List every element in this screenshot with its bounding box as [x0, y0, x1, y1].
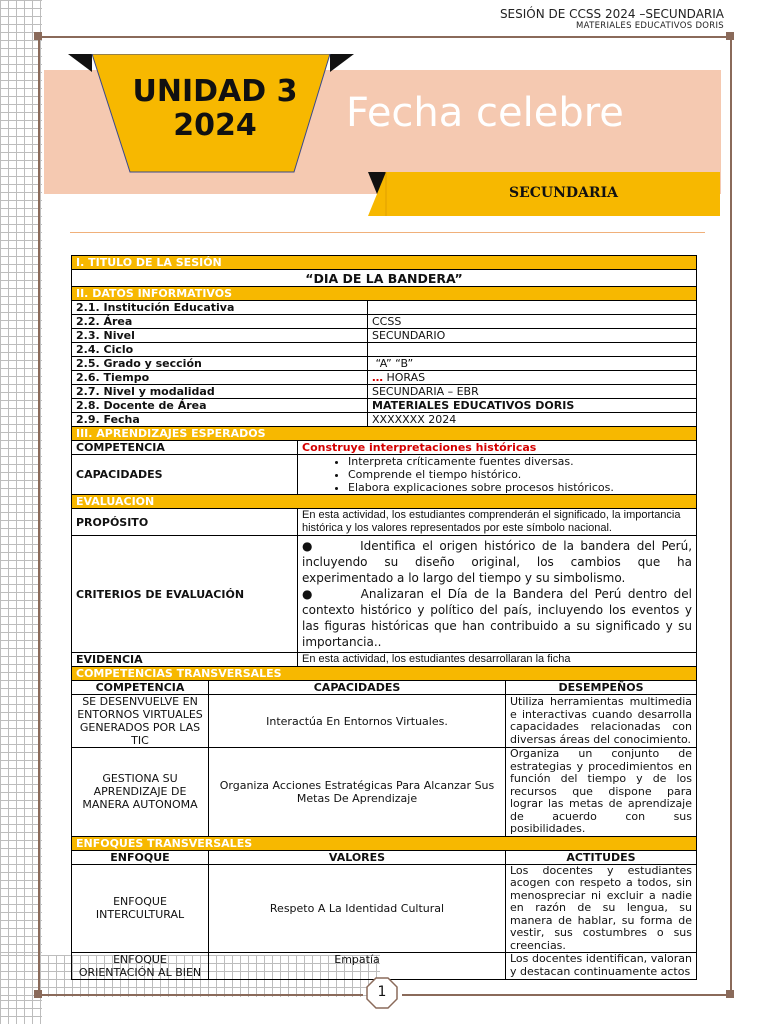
table-row [72, 695, 697, 748]
competencia-cell: GESTIONA SU APRENDIZAJE DE MANERA AUTONOMA [72, 748, 209, 837]
list-item: • Interpreta críticamente fuentes diversas. [348, 455, 692, 468]
datos-label: 2.6. Tiempo [72, 371, 368, 385]
grid-background-left [0, 0, 42, 1024]
document-header [500, 7, 724, 31]
criterios-text [298, 536, 697, 653]
criterio-text: Analizaran el Día de la Bandera del Perú dentro del contexto histórico y político del país, incluyendo los eventos y las figuras históricas que han contribuido a su significado y su importancia.. [302, 587, 693, 649]
time-placeholder: … [372, 371, 383, 384]
section-title-evaluacion: EVALUACION [72, 495, 697, 509]
time-unit: HORAS [383, 371, 426, 384]
column-header: COMPETENCIA [72, 681, 209, 695]
capacidades-label: CAPACIDADES [72, 455, 298, 495]
column-header: ACTITUDES [506, 850, 697, 864]
competencia-value: Construye interpretaciones históricas [298, 441, 697, 455]
datos-label: 2.8. Docente de Área [72, 399, 368, 413]
list-item: • Comprende el tiempo histórico. [348, 468, 692, 481]
datos-label: 2.7. Nivel y modalidad [72, 385, 368, 399]
datos-row [72, 315, 697, 329]
table-row [72, 864, 697, 953]
datos-label: 2.2. Área [72, 315, 368, 329]
section-title-datos: II. DATOS INFORMATIVOS [72, 287, 697, 301]
datos-value: CCSS [368, 315, 697, 329]
datos-row [72, 329, 697, 343]
evidencia-text: En esta actividad, los estudiantes desarrollaran la ficha [298, 653, 697, 667]
unidad-label [110, 75, 320, 143]
level-label: SECUNDARIA [509, 185, 618, 201]
evidencia-label: EVIDENCIA [72, 653, 298, 667]
unidad-line-2: 2024 [173, 108, 257, 143]
valor-cell: Empatía [209, 953, 506, 980]
desempeno-cell: Organiza un conjunto de estrategias y procedimientos en función del tiempo y de los recursos que dispone para lograr las metas de aprendizaje de acuerdo con sus posibilidades. [506, 748, 697, 837]
capacidades-list [298, 455, 697, 495]
datos-label: 2.4. Ciclo [72, 343, 368, 357]
datos-value: “A” “B” [368, 357, 697, 371]
section-title-aprendizajes: III. APRENDIZAJES ESPERADOS [72, 427, 697, 441]
competencia-cell: SE DESENVUELVE EN ENTORNOS VIRTUALES GENERADOS POR LAS TIC [72, 695, 209, 748]
datos-value: MATERIALES EDUCATIVOS DORIS [368, 399, 697, 413]
corner-square-br [726, 990, 734, 998]
header-line-2: MATERIALES EDUCATIVOS DORIS [575, 21, 724, 31]
banner-title: Fecha celebre [346, 90, 624, 136]
actitud-cell: Los docentes identifican, valoran y destacan continuamente actos [506, 953, 697, 980]
corner-square-tr [726, 32, 734, 40]
section-title-competencias: COMPETENCIAS TRANSVERSALES [72, 667, 697, 681]
unidad-line-1: UNIDAD 3 [132, 74, 298, 109]
enfoque-cell: ENFOQUE INTERCULTURAL [72, 864, 209, 953]
datos-row [72, 371, 697, 385]
datos-label: 2.5. Grado y sección [72, 357, 368, 371]
datos-row [72, 357, 697, 371]
criterio-item: ● Identifica el origen histórico de la bandera del Perú, incluyendo su diseño original, los cambios que ha experimentado a lo largo del tiempo y su simbolismo. [302, 539, 693, 585]
column-header: VALORES [209, 850, 506, 864]
datos-row [72, 385, 697, 399]
datos-label: 2.3. Nivel [72, 329, 368, 343]
datos-value [368, 343, 697, 357]
corner-square-tl [34, 32, 42, 40]
desempeno-cell: Utiliza herramientas multimedia e interactivas cuando desarrolla capacidades relacionadas con diversas áreas del conocimiento. [506, 695, 697, 748]
datos-value: XXXXXXX 2024 [368, 413, 697, 427]
page-number-badge [366, 977, 398, 1009]
page-number: 1 [377, 984, 387, 1000]
corner-square-bl [34, 990, 42, 998]
datos-row [72, 301, 697, 315]
datos-row [72, 343, 697, 357]
criterio-text: Identifica el origen histórico de la bandera del Perú, incluyendo su diseño original, los cambios que ha experimentado a lo largo del tiempo y su simbolismo. [302, 539, 693, 585]
capacidad-cell: Interactúa En Entornos Virtuales. [209, 695, 506, 748]
session-title: “DIA DE LA BANDERA” [72, 270, 697, 287]
datos-value: SECUNDARIA – EBR [368, 385, 697, 399]
session-table [71, 255, 697, 980]
criterios-label: CRITERIOS DE EVALUACIÓN [72, 536, 298, 653]
datos-value: SECUNDARIO [368, 329, 697, 343]
datos-label: 2.1. Institución Educativa [72, 301, 368, 315]
section-title-session: I. TITULO DE LA SESIÓN [72, 256, 697, 270]
column-header: ENFOQUE [72, 850, 209, 864]
frame-line-bottom-right [402, 994, 732, 996]
table-row [72, 953, 697, 980]
criterio-item: ● Analizaran el Día de la Bandera del Perú dentro del contexto histórico y político del país, incluyendo los eventos y las figuras históricas que han contribuido a su significado y su importancia.. [302, 587, 693, 649]
valor-cell: Respeto A La Identidad Cultural [209, 864, 506, 953]
competencia-label: COMPETENCIA [72, 441, 298, 455]
frame-line-left [38, 36, 40, 996]
datos-value [368, 371, 697, 385]
list-item: • Elabora explicaciones sobre procesos históricos. [348, 481, 692, 494]
datos-row [72, 399, 697, 413]
header-line-1: SESIÓN DE CCSS 2024 –SECUNDARIA [499, 7, 724, 21]
datos-value [368, 301, 697, 315]
frame-line-top [38, 36, 734, 38]
actitud-cell: Los docentes y estudiantes acogen con respeto a todos, sin menospreciar ni excluir a nadie en razón de su lengua, su manera de hablar, su forma de vestir, sus costumbres o sus creencias. [506, 864, 697, 953]
enfoque-cell: ENFOQUE ORIENTACIÓN AL BIEN [72, 953, 209, 980]
datos-label: 2.9. Fecha [72, 413, 368, 427]
proposito-label: PROPÓSITO [72, 509, 298, 536]
datos-row [72, 413, 697, 427]
frame-line-bottom [38, 994, 363, 996]
frame-line-right [730, 36, 732, 996]
column-header: DESEMPEÑOS [506, 681, 697, 695]
table-row [72, 748, 697, 837]
column-header: CAPACIDADES [209, 681, 506, 695]
proposito-text: En esta actividad, los estudiantes comprenderán el significado, la importancia histórica y los valores representados por este símbolo nacional. [298, 509, 697, 536]
divider-rule [70, 232, 705, 233]
section-title-enfoques: ENFOQUES TRANSVERSALES [72, 836, 697, 850]
capacidad-cell: Organiza Acciones Estratégicas Para Alcanzar Sus Metas De Aprendizaje [209, 748, 506, 837]
